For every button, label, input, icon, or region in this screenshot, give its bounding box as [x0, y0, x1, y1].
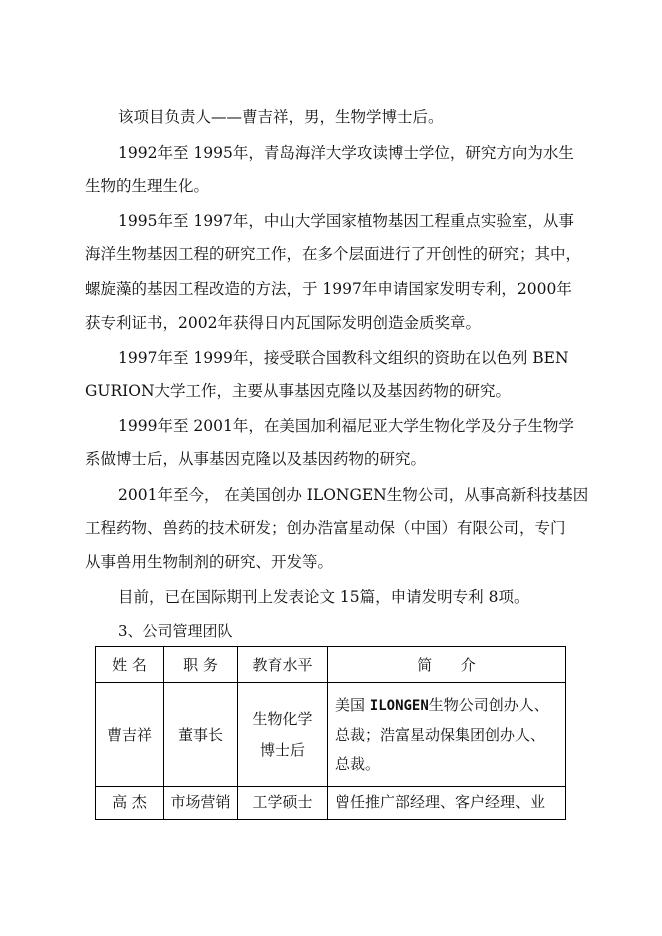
intro-text: 生物公司创办人、	[428, 695, 549, 714]
cell-education: 工学硕士	[238, 787, 328, 820]
education-line: 博士后	[259, 740, 305, 759]
header-education: 教育水平	[238, 647, 328, 683]
management-team-table	[95, 646, 566, 820]
paragraph-line: 1997年至 1999年，接受联合国教科文组织的资助在以色列 BEN	[118, 349, 569, 367]
cell-position: 市场营销	[164, 787, 238, 820]
paragraph-line: 螺旋藻的基因工程改造的方法，于 1997年申请国家发明专利，2000年	[85, 280, 572, 298]
paragraph-line: 目前，已在国际期刊上发表论文 15篇，申请发明专利 8项。	[118, 588, 530, 606]
header-intro: 简 介	[328, 647, 566, 683]
intro-company: ILONGEN	[369, 697, 429, 714]
intro-prefix: 美国	[335, 695, 370, 714]
cell-name: 曹吉祥	[96, 683, 164, 787]
cell-education	[238, 683, 328, 787]
cell-position: 董事长	[164, 683, 238, 787]
cell-intro: 曾任推广部经理、客户经理、业	[328, 787, 566, 820]
section-title: 3、公司管理团队	[118, 622, 233, 640]
paragraph-line: 工程药物、兽药的技术研发；创办浩富星动保（中国）有限公司，专门	[85, 519, 566, 537]
paragraph-line: 1999年至 2001年，在美国加利福尼亚大学生物化学及分子生物学	[118, 417, 574, 435]
paragraph-line: 2001年至今， 在美国创办 ILONGEN生物公司，从事高新科技基因	[118, 486, 589, 504]
paragraph-line: 获专利证书，2002年获得日内瓦国际发明创造金质奖章。	[85, 314, 481, 332]
header-position: 职 务	[164, 647, 238, 683]
cell-name: 高 杰	[96, 787, 164, 820]
cell-intro	[328, 683, 566, 787]
paragraph-line: 1995年至 1997年，中山大学国家植物基因工程重点实验室，从事	[118, 212, 574, 230]
table-row	[96, 787, 566, 820]
intro-line: 总裁；浩富星动保集团创办人、	[335, 725, 546, 744]
paragraph-line: 从事兽用生物制剂的研究、开发等。	[85, 553, 334, 571]
intro-line: 总裁。	[335, 754, 381, 773]
paragraph-line: 生物的生理生化。	[85, 177, 210, 195]
paragraph-line: 系做博士后，从事基因克隆以及基因药物的研究。	[85, 450, 427, 468]
table-row	[96, 683, 566, 787]
paragraph-line: GURION大学工作，主要从事基因克隆以及基因药物的研究。	[85, 382, 512, 400]
paragraph-line: 该项目负责人——曹吉祥，男，生物学博士后。	[118, 108, 444, 126]
table-header-row	[96, 647, 566, 683]
paragraph-line: 1992年至 1995年，青岛海洋大学攻读博士学位，研究方向为水生	[118, 144, 574, 162]
education-line: 生物化学	[252, 709, 313, 728]
header-name: 姓 名	[96, 647, 164, 683]
paragraph-line: 海洋生物基因工程的研究工作，在多个层面进行了开创性的研究；其中，	[85, 245, 582, 263]
intro-line	[335, 691, 565, 721]
